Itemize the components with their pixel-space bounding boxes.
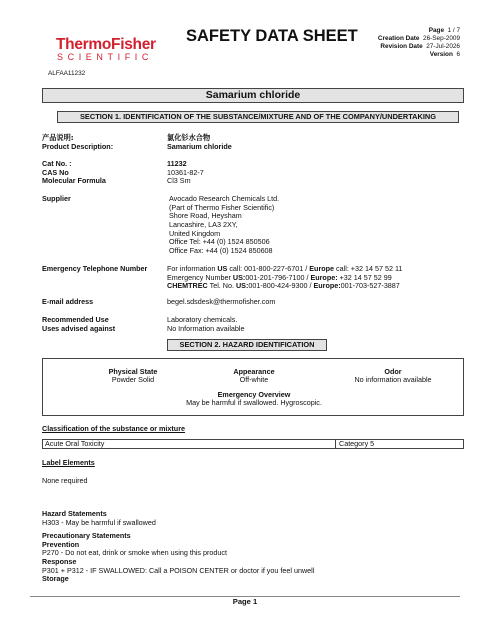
cas-no-label: CAS No <box>42 167 69 177</box>
section-1-title: SECTION 1. IDENTIFICATION OF THE SUBSTANCE/MIXTURE AND OF THE COMPANY/UNDERTAKING <box>57 111 459 123</box>
appearance-label: Appearance <box>233 367 275 376</box>
classification-table <box>42 439 464 449</box>
logo-scientific: SCIENTIFIC <box>57 52 154 62</box>
text: +32 14 57 52 99 <box>337 272 392 282</box>
hazard-overview-box <box>42 358 464 416</box>
product-description-cn-label: 产品说明: <box>42 133 74 142</box>
section-2-title: SECTION 2. HAZARD IDENTIFICATION <box>167 339 327 351</box>
odor-label: Odor <box>384 367 402 376</box>
product-name-bar: Samarium chloride <box>42 88 464 103</box>
recommended-use-label: Recommended Use <box>42 315 109 324</box>
cas-no-value: 10361-82-7 <box>167 167 204 177</box>
version-label: Version <box>429 51 453 58</box>
classification-title: Classification of the substance or mixture <box>42 424 185 433</box>
identifiers-labels <box>42 160 106 186</box>
supplier-line: (Part of Thermo Fisher Scientific) <box>169 202 275 212</box>
text: call: 001-800-227-6701 / <box>227 264 310 273</box>
text: 001-201-796-7100 / <box>245 272 311 282</box>
text: US: <box>232 272 246 282</box>
uses-values <box>167 316 245 333</box>
emergency-line-chemtrec <box>167 282 402 291</box>
storage-title: Storage <box>42 574 69 584</box>
prevention-title: Prevention <box>42 539 80 549</box>
precautionary-statements <box>42 532 314 584</box>
logo-thermofisher: ThermoFisher <box>56 36 156 53</box>
version-value: 6 <box>456 51 460 58</box>
physical-state <box>63 368 203 385</box>
response-title: Response <box>42 556 77 566</box>
product-description-values <box>167 134 232 151</box>
page-value: 1 / 7 <box>447 27 460 34</box>
text: Tel. No. <box>207 281 236 291</box>
label-elements-value: None required <box>42 476 88 485</box>
supplier-label: Supplier <box>42 194 71 203</box>
hazard-statements-title: Hazard Statements <box>42 509 107 518</box>
text: 001-703-527-3887 <box>340 281 400 291</box>
header-meta <box>378 27 460 59</box>
text: call: +32 14 57 52 11 <box>334 264 403 273</box>
supplier-line: Shore Road, Heysham <box>169 211 242 221</box>
product-description-cn-value: 氯化钐水合物 <box>167 133 211 142</box>
uses-advised-against-value: No Information available <box>167 323 245 333</box>
table-divider <box>335 440 336 448</box>
product-description-value: Samarium chloride <box>167 141 232 151</box>
emergency-phone-label: Emergency Telephone Number <box>42 264 148 273</box>
prevention-statement: P270 - Do not eat, drink or smoke when using this product <box>42 548 227 558</box>
creation-date-value: 26-Sep-2009 <box>423 35 460 42</box>
email-label: E-mail address <box>42 297 94 306</box>
physical-state-label: Physical State <box>108 367 158 376</box>
hazard-statement: H303 - May be harmful if swallowed <box>42 517 156 527</box>
molecular-formula-value: Cl3 Sm <box>167 176 191 186</box>
supplier-line: Lancashire, LA3 2XY, <box>169 219 238 229</box>
cat-no-value: 11232 <box>167 159 187 168</box>
recommended-use-value: Laboratory chemicals. <box>167 315 238 324</box>
molecular-formula-label: Molecular Formula <box>42 176 106 186</box>
text: Europe: <box>310 272 338 282</box>
physical-state-value: Powder Solid <box>111 375 155 385</box>
emergency-overview-label: Emergency Overview <box>217 390 291 399</box>
product-description-labels <box>42 134 113 151</box>
creation-date-label: Creation Date <box>377 35 420 42</box>
precautionary-title: Precautionary Statements <box>42 531 131 540</box>
revision-date-value: 27-Jul-2026 <box>426 43 460 50</box>
footer-page-number: Page 1 <box>232 597 258 606</box>
cat-no-label: Cat No. : <box>42 159 72 168</box>
text: US: <box>235 281 249 291</box>
text: US <box>217 264 228 273</box>
uses-advised-against-label: Uses advised against <box>42 323 116 333</box>
supplier-line: Office Tel: +44 (0) 1524 850506 <box>169 237 270 247</box>
classification-category-cell: Category 5 <box>339 439 375 448</box>
uses-labels <box>42 316 115 333</box>
product-code: ALFAA11232 <box>48 70 86 77</box>
identifiers-values <box>167 160 204 186</box>
appearance <box>184 368 324 385</box>
text: Europe <box>309 264 335 273</box>
emergency-phone-values <box>167 265 402 291</box>
product-description-label: Product Description: <box>42 141 114 151</box>
supplier-address <box>169 195 279 255</box>
text: Emergency Number <box>167 272 233 282</box>
email-value[interactable]: begel.sdsdesk@thermofisher.com <box>167 297 276 306</box>
emergency-overview <box>124 391 384 408</box>
response-statement: P301 + P312 - IF SWALLOWED: Call a POISON CENTER or doctor if you feel unwell <box>42 565 315 575</box>
classification-hazard-cell: Acute Oral Toxicity <box>45 439 105 448</box>
supplier-line: United Kingdom <box>169 228 221 238</box>
supplier-line: Avocado Research Chemicals Ltd. <box>169 194 280 203</box>
text: CHEMTREC <box>167 281 208 291</box>
supplier-line: Office Fax: +44 (0) 1524 850608 <box>169 245 273 255</box>
odor <box>323 368 463 385</box>
text: For information <box>167 264 218 273</box>
appearance-value: Off-white <box>239 375 269 385</box>
label-elements-title: Label Elements <box>42 458 95 467</box>
page-label: Page <box>428 27 444 34</box>
emergency-overview-value: May be harmful if swallowed. Hygroscopic. <box>186 398 322 408</box>
document-title: SAFETY DATA SHEET <box>186 27 358 45</box>
hazard-statements <box>42 510 156 527</box>
revision-date-label: Revision Date <box>380 43 423 50</box>
text: Europe: <box>313 281 341 291</box>
text: 001-800-424-9300 / <box>248 281 314 291</box>
odor-value: No information available <box>354 375 432 385</box>
